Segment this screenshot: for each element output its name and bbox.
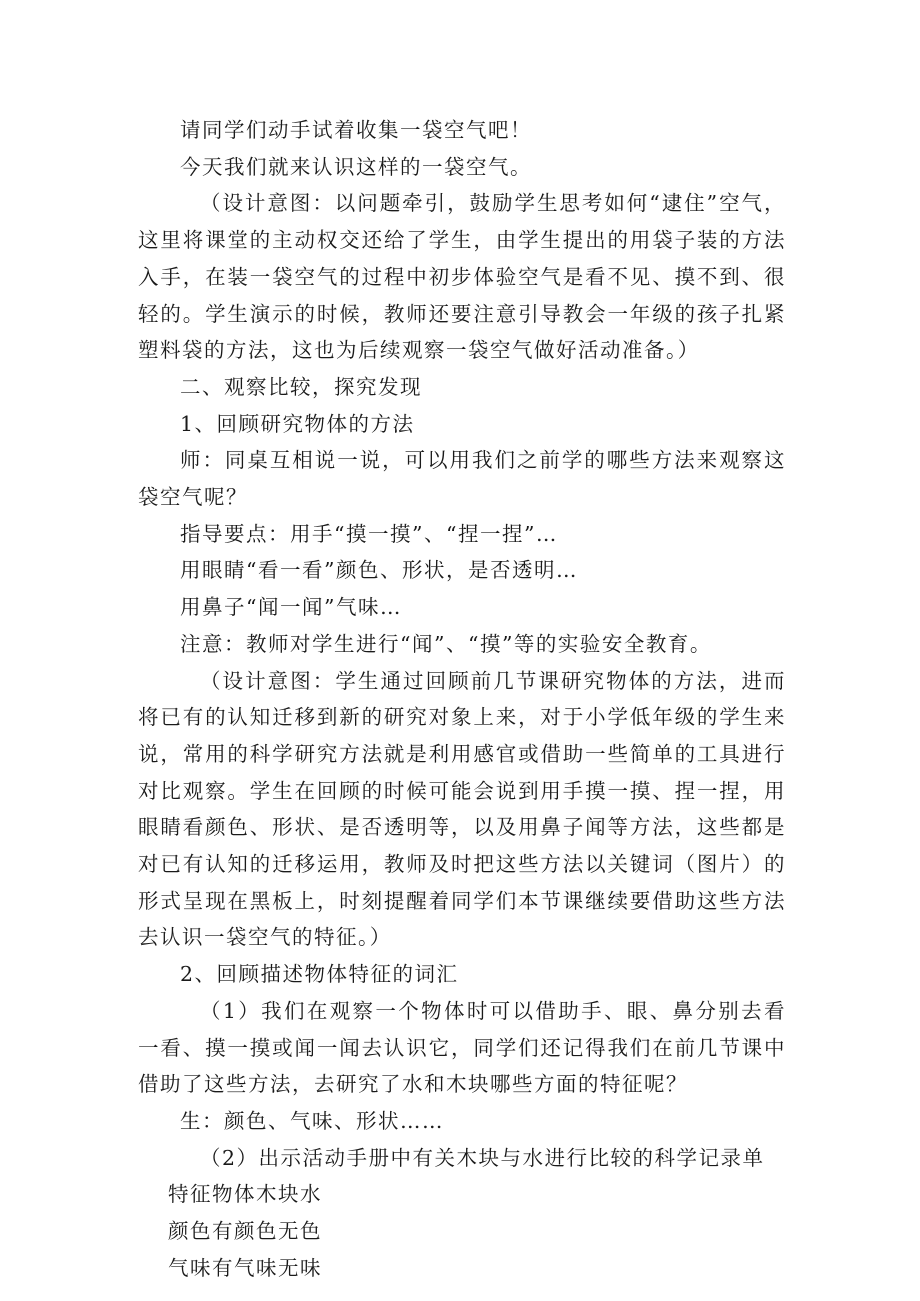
- paragraph-student-answer: 生：颜色、气味、形状……: [180, 1108, 444, 1133]
- paragraph-safety-note: 注意：教师对学生进行“闻”、“摸”等的实验安全教育。: [180, 631, 712, 656]
- paragraph-question-1: （1）我们在观察一个物体时可以借助手、眼、鼻分别去看一看、摸一摸或闻一闻去认识它，同学们还记得我们在前几节课中借助了这些方法，去研究了水和木块哪些方面的特征呢？: [138, 998, 786, 1097]
- paragraph-eye-method: 用眼睛“看一看”颜色、形状，是否透明…: [180, 558, 578, 583]
- subheading-review-methods: 1、回顾研究物体的方法: [180, 411, 415, 436]
- paragraph-collect-air: 请同学们动手试着收集一袋空气吧！: [180, 118, 532, 142]
- paragraph-question-2: （2）出示活动手册中有关木块与水进行比较的科学记录单: [200, 1145, 765, 1170]
- subheading-review-vocabulary: 2、回顾描述物体特征的词汇: [180, 962, 459, 987]
- record-row-smell: 气味有气味无味: [168, 1255, 322, 1280]
- paragraph-teacher-question: 师：同桌互相说一说，可以用我们之前学的哪些方法来观察这袋空气呢？: [138, 448, 786, 510]
- section-heading-observe-compare: 二、观察比较，探究发现: [180, 374, 422, 399]
- paragraph-nose-method: 用鼻子“闻一闻”气味…: [180, 595, 402, 620]
- paragraph-design-intent-1: （设计意图：以问题牵引，鼓励学生思考如何“逮住”空气，这里将课堂的主动权交还给了学生，由学生提出的用袋子装的方法入手，在装一袋空气的过程中初步体验空气是看不见、摸不到、很轻的。学生演示的时候，教师还要注意引导教会一年级的孩子扎紧塑料袋的方法，这也为后续观察一袋空气做好活动准备。）: [138, 191, 786, 363]
- record-row-color: 颜色有颜色无色: [168, 1219, 322, 1244]
- paragraph-guidance-points: 指导要点：用手“摸一摸”、“捏一捏”…: [180, 521, 558, 546]
- document-body: [138, 112, 786, 1287]
- record-row-header: 特征物体木块水: [168, 1182, 322, 1207]
- paragraph-design-intent-2: （设计意图：学生通过回顾前几节课研究物体的方法，进而将已有的认知迁移到新的研究对象上来，对于小学低年级的学生来说，常用的科学研究方法就是利用感官或借助一些简单的工具进行对比观察。学生在回顾的时候可能会说到用手摸一摸、捏一捏，用眼睛看颜色、形状、是否透明等，以及用鼻子闻等方法，这些都是对已有认知的迁移运用，教师及时把这些方法以关键词（图片）的形式呈现在黑板上，时刻提醒着同学们本节课继续要借助这些方法去认识一袋空气的特征。）: [138, 668, 786, 950]
- paragraph-today-intro: 今天我们就来认识这样的一袋空气。: [180, 154, 532, 179]
